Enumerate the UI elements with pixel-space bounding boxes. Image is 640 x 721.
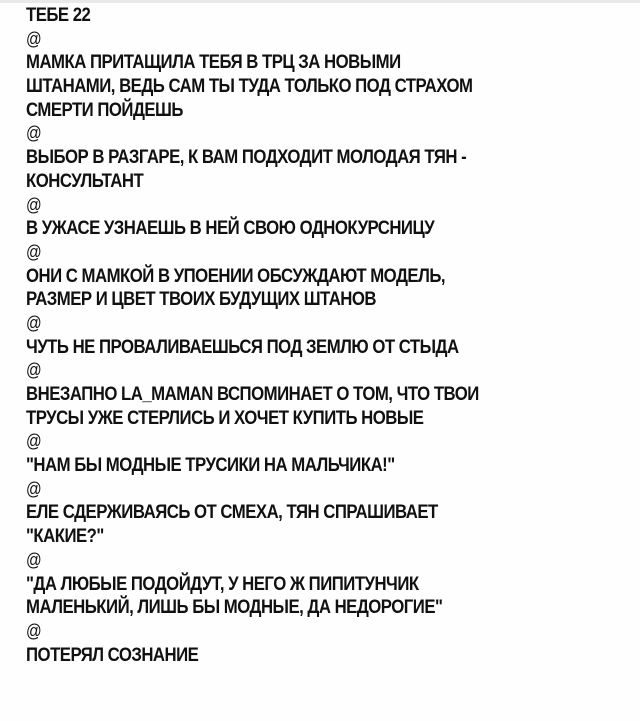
text-line: МАЛЕНЬКИЙ, ЛИШЬ БЫ МОДНЫЕ, ДА НЕДОРОГИЕ" — [26, 596, 443, 619]
separator-at: @ — [26, 241, 42, 262]
text-line: ТЕБЕ 22 — [26, 4, 91, 26]
story-text — [26, 4, 542, 667]
text-line: ЧУТЬ НЕ ПРОВАЛИВАЕШЬСЯ ПОД ЗЕМЛЮ ОТ СТЫДА — [26, 335, 459, 358]
text-line: ВНЕЗАПНО LA_MAMAN ВСПОМИНАЕТ О ТОМ, ЧТО ТВОИ — [26, 383, 479, 405]
separator-at: @ — [26, 431, 42, 452]
text-line: СМЕРТИ ПОЙДЕШЬ — [26, 98, 183, 121]
separator-at: @ — [26, 360, 42, 381]
text-line: "КАКИЕ?" — [26, 525, 104, 548]
separator-at: @ — [26, 28, 42, 49]
text-line: ШТАНАМИ, ВЕДЬ САМ ТЫ ТУДА ТОЛЬКО ПОД СТРАХОМ — [26, 75, 473, 98]
text-line: ПОТЕРЯЛ СОЗНАНИЕ — [26, 643, 199, 666]
text-line: ЕЛЕ СДЕРЖИВАЯСЬ ОТ СМЕХА, ТЯН СПРАШИВАЕТ — [26, 501, 438, 524]
separator-at: @ — [26, 620, 42, 641]
top-divider — [0, 0, 640, 3]
text-line: ВЫБОР В РАЗГАРЕ, К ВАМ ПОДХОДИТ МОЛОДАЯ ТЯН - — [26, 146, 467, 169]
text-line: ТРУСЫ УЖЕ СТЕРЛИСЬ И ХОЧЕТ КУПИТЬ НОВЫЕ — [26, 406, 424, 429]
text-line: МАМКА ПРИТАЩИЛА ТЕБЯ В ТРЦ ЗА НОВЫМИ — [26, 51, 401, 74]
text-line: "НАМ БЫ МОДНЫЕ ТРУСИКИ НА МАЛЬЧИКА!" — [26, 454, 395, 477]
separator-at: @ — [26, 312, 42, 333]
text-line: РАЗМЕР И ЦВЕТ ТВОИХ БУДУЩИХ ШТАНОВ — [26, 288, 377, 311]
text-line: КОНСУЛЬТАНТ — [26, 169, 144, 192]
text-line: "ДА ЛЮБЫЕ ПОДОЙДУТ, У НЕГО Ж ПИПИТУНЧИК — [26, 572, 419, 595]
separator-at: @ — [26, 194, 42, 215]
separator-at: @ — [26, 549, 42, 570]
text-line: ОНИ С МАМКОЙ В УПОЕНИИ ОБСУЖДАЮТ МОДЕЛЬ, — [26, 264, 446, 287]
separator-at: @ — [26, 478, 42, 499]
text-line: В УЖАСЕ УЗНАЕШЬ В НЕЙ СВОЮ ОДНОКУРСНИЦУ — [26, 217, 435, 240]
separator-at: @ — [26, 123, 42, 144]
